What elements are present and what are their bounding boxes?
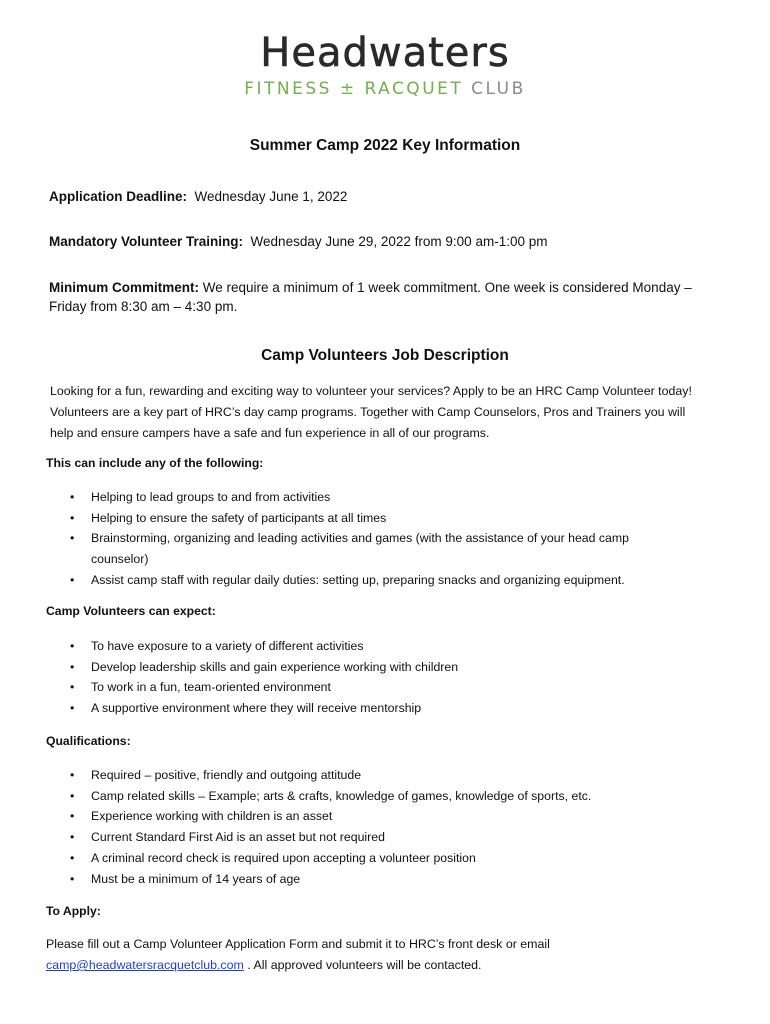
- deadline-value: Wednesday June 1, 2022: [194, 189, 348, 204]
- commitment-line-2: Friday from 8:30 am – 4:30 pm.: [49, 299, 238, 314]
- bullet-icon: •: [70, 572, 75, 587]
- apply-line-2: [46, 955, 550, 976]
- expect-heading: Camp Volunteers can expect:: [46, 604, 216, 618]
- list-item: • Experience working with children is an asset: [70, 806, 591, 827]
- expect-list: [70, 636, 458, 719]
- list-item: • Camp related skills – Example; arts & crafts, knowledge of games, knowledge of sports, etc.: [70, 786, 591, 807]
- training-line: [49, 232, 547, 252]
- training-value: Wednesday June 29, 2022 from 9:00 am-1:00 pm: [250, 234, 548, 249]
- list-item: • Brainstorming, organizing and leading activities and games (with the assistance of your head camp: [70, 528, 629, 549]
- list-item-continued: counselor): [91, 552, 149, 567]
- logo-subtitle: FITNESS ± RACQUET CLUB: [244, 79, 526, 99]
- list-item: • Helping to lead groups to and from activities: [70, 487, 629, 508]
- deadline-line: [49, 187, 347, 207]
- job-description-title: Camp Volunteers Job Description: [261, 347, 509, 364]
- bullet-icon: •: [70, 701, 75, 716]
- bullet-icon: •: [70, 788, 75, 803]
- list-item: • Helping to ensure the safety of participants at all times: [70, 508, 629, 529]
- commitment-line-1: [49, 278, 692, 298]
- qualifications-heading: Qualifications:: [46, 734, 131, 748]
- deadline-label: Application Deadline:: [49, 189, 188, 204]
- list-item: • To have exposure to a variety of different activities: [70, 636, 458, 657]
- club-logo: [0, 30, 770, 100]
- list-item: • A supportive environment where they will receive mentorship: [70, 698, 458, 719]
- bullet-icon: •: [70, 768, 75, 782]
- bullet-icon: •: [70, 490, 75, 504]
- key-info-title: Summer Camp 2022 Key Information: [249, 137, 521, 154]
- include-list: [70, 487, 629, 591]
- list-item: • Current Standard First Aid is an asset but not required: [70, 827, 591, 848]
- list-item: • Must be a minimum of 14 years of age: [70, 869, 591, 890]
- training-label: Mandatory Volunteer Training:: [49, 234, 244, 249]
- intro-line: Volunteers are a key part of HRC’s day camp programs. Together with Camp Counselors, Pros and Trainers you will: [50, 405, 686, 419]
- intro-line: Looking for a fun, rewarding and exciting way to volunteer your services? Apply to be an HRC Camp Volunteer today!: [50, 384, 692, 398]
- apply-heading: To Apply:: [46, 904, 101, 918]
- logo-wordmark: Headwaters: [260, 30, 510, 76]
- include-heading: This can include any of the following:: [46, 456, 264, 470]
- apply-line-2-text: . All approved volunteers will be contacted.: [243, 958, 482, 972]
- bullet-icon: •: [70, 510, 75, 525]
- qualifications-list: [70, 765, 591, 889]
- bullet-icon: •: [70, 850, 75, 865]
- bullet-icon: •: [70, 871, 75, 886]
- commitment-text: We require a minimum of 1 week commitment. One week is considered Monday –: [202, 280, 692, 295]
- commitment-label: Minimum Commitment:: [49, 280, 199, 295]
- list-item: • A criminal record check is required upon accepting a volunteer position: [70, 848, 591, 869]
- bullet-icon: •: [70, 531, 75, 546]
- bullet-icon: •: [70, 680, 75, 695]
- email-link[interactable]: camp@headwatersracquetclub.com: [46, 958, 244, 972]
- bullet-icon: •: [70, 830, 75, 845]
- apply-paragraph: [46, 934, 550, 976]
- bullet-icon: •: [70, 809, 75, 824]
- list-item: • Assist camp staff with regular daily duties: setting up, preparing snacks and organizing equipment.: [70, 570, 629, 591]
- apply-line-1: Please fill out a Camp Volunteer Application Form and submit it to HRC’s front desk or email: [46, 937, 550, 951]
- list-item: • To work in a fun, team-oriented environment: [70, 677, 458, 698]
- list-item: • Required – positive, friendly and outgoing attitude: [70, 765, 591, 786]
- intro-line: help and ensure campers have a safe and fun experience in all of our programs.: [50, 426, 490, 440]
- list-item: • Develop leadership skills and gain experience working with children: [70, 657, 458, 678]
- bullet-icon: •: [70, 639, 75, 653]
- bullet-icon: •: [70, 659, 75, 674]
- intro-paragraph: [50, 381, 692, 444]
